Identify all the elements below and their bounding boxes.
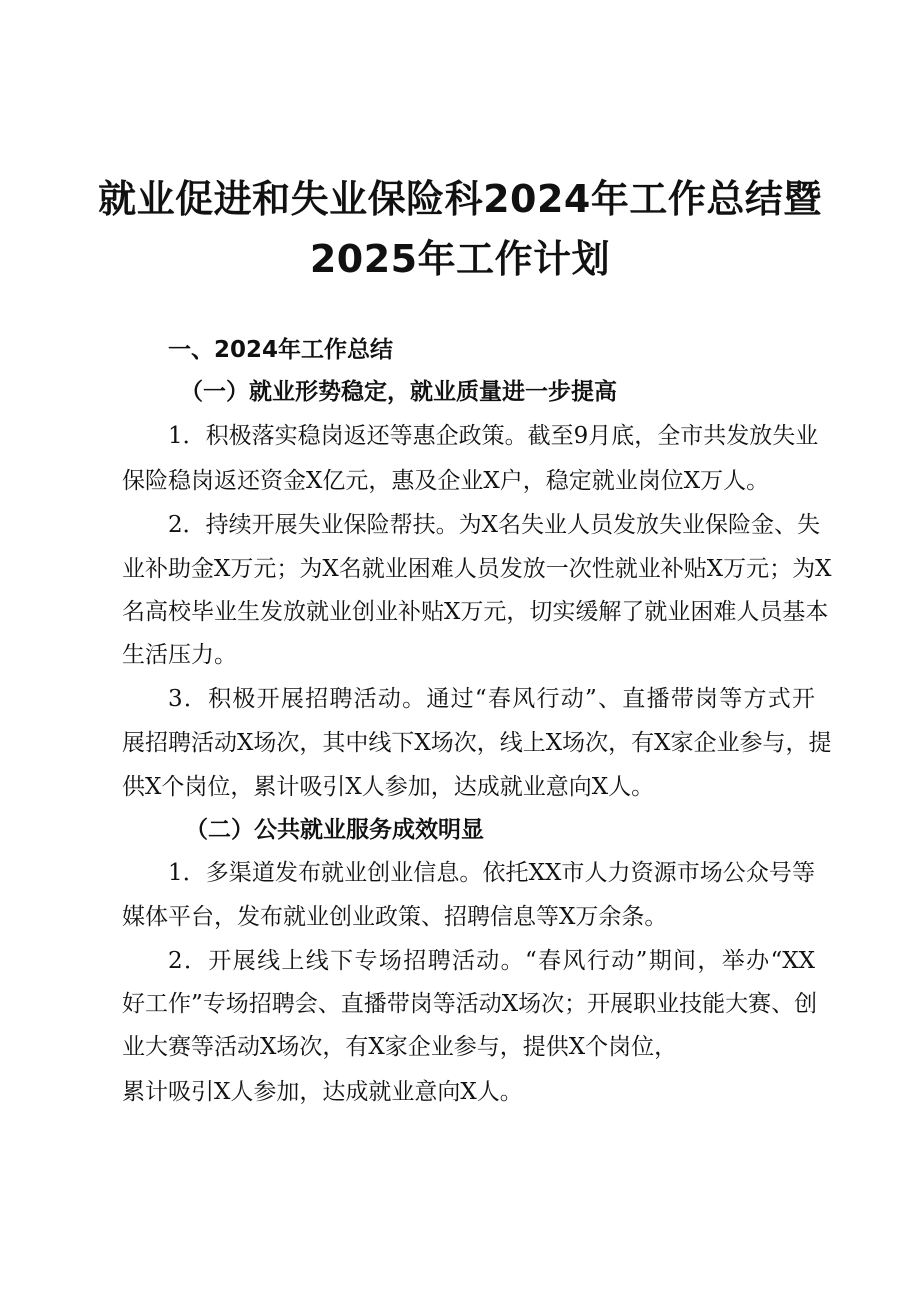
- part-1-item-3-line-3: 供X个岗位，累计吸引X人参加，达成就业意向X人。: [122, 774, 655, 800]
- part-1-item-2-line-3: 名高校毕业生发放就业创业补贴X万元，切实缓解了就业困难人员基本: [122, 599, 829, 625]
- document-title-line-1: 就业促进和失业保险科2024年工作总结暨: [98, 177, 822, 221]
- part-2-item-2-line-3: 业大赛等活动X场次，有X家企业参与，提供X个岗位，: [122, 1034, 678, 1060]
- part-1-item-2-line-4: 生活压力。: [122, 642, 237, 668]
- part-2-item-2-line-4: 累计吸引X人参加，达成就业意向X人。: [122, 1079, 523, 1105]
- part-1-item-2-line-1: 2．持续开展失业保险帮扶。为X名失业人员发放失业保险金、失: [168, 512, 821, 538]
- part-2-item-1-line-2: 媒体平台，发布就业创业政策、招聘信息等X万余条。: [122, 904, 668, 930]
- part-1-heading: （一）就业形势稳定，就业质量进一步提高: [180, 379, 617, 405]
- part-2-item-2-line-1: 2．开展线上线下专场招聘活动。“春风行动”期间，举办“XX: [168, 948, 815, 974]
- section-1-heading: 一、2024年工作总结: [168, 337, 394, 363]
- part-1-item-1-line-2: 保险稳岗返还资金X亿元，惠及企业X户，稳定就业岗位X万人。: [122, 468, 770, 494]
- part-1-item-3-line-1: 3．积极开展招聘活动。通过“春风行动”、直播带岗等方式开: [168, 686, 815, 712]
- part-2-heading: （二）公共就业服务成效明显: [185, 817, 484, 843]
- part-1-item-1-line-1: 1．积极落实稳岗返还等惠企政策。截至9月底，全市共发放失业: [168, 423, 819, 449]
- part-2-item-2-line-2: 好工作”专场招聘会、直播带岗等活动X场次；开展职业技能大赛、创: [122, 991, 818, 1017]
- part-1-item-3-line-2: 展招聘活动X场次，其中线下X场次，线上X场次，有X家企业参与，提: [122, 730, 832, 756]
- document-title-line-2: 2025年工作计划: [309, 237, 611, 281]
- part-1-item-2-line-2: 业补助金X万元；为X名就业困难人员发放一次性就业补贴X万元；为X: [122, 556, 832, 582]
- part-2-item-1-line-1: 1．多渠道发布就业创业信息。依托XX市人力资源市场公众号等: [168, 860, 815, 886]
